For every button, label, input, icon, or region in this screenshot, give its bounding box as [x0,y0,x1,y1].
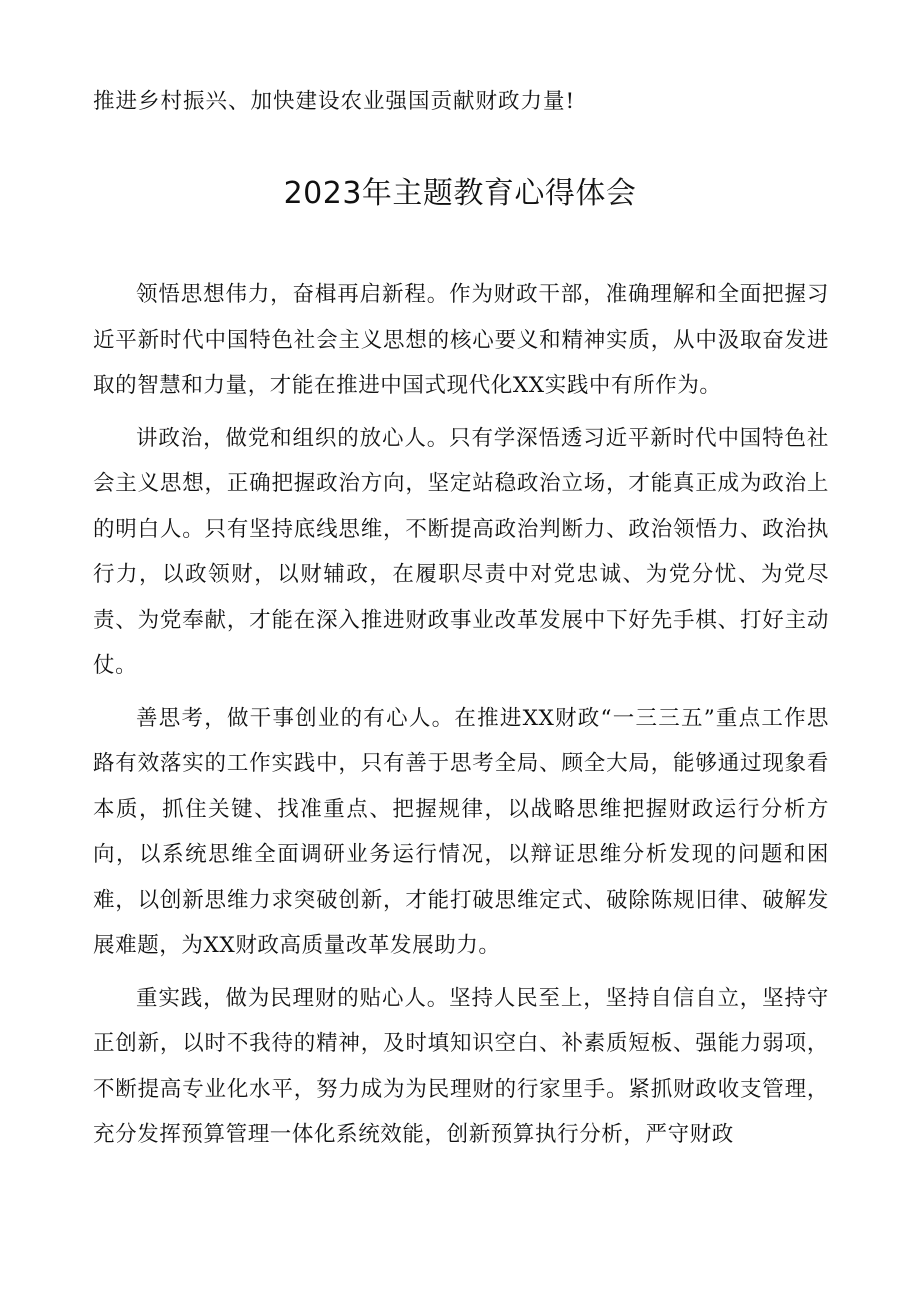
paragraph-politics: 讲政治，做党和组织的放心人。只有学深悟透习近平新时代中国特色社会主义思想，正确把握政治方向，坚定站稳政治立场，才能真正成为政治上的明白人。只有坚持底线思维，不断提高政治判断力、政治领悟力、政治执行力，以政领财，以财辅政，在履职尽责中对党忠诚、为党分忧、为党尽责、为党奉献，才能在深入推进财政事业改革发展中下好先手棋、打好主动仗。 [93,425,829,678]
paragraph-practice: 重实践，做为民理财的贴心人。坚持人民至上，坚持自信自立，坚持守正创新，以时不我待的精神，及时填知识空白、补素质短板、强能力弱项，不断提高专业化水平，努力成为为民理财的行家里手。紧抓财政收支管理，充分发挥预算管理一体化系统效能，创新预算执行分析，严守财政 [93,985,829,1147]
document-body [93,272,829,1165]
paragraph-thinking: 善思考，做干事创业的有心人。在推进XX财政“一三三五”重点工作思路有效落实的工作实践中，只有善于思考全局、顾全大局，能够通过现象看本质，抓住关键、找准重点、把握规律，以战略思维把握财政运行分析方向，以系统思维全面调研业务运行情况，以辩证思维分析发现的问题和困难，以创新思维力求突破创新，才能打破思维定式、破除陈规旧律、破解发展难题，为XX财政高质量改革发展助力。 [93,705,829,958]
document-title: 2023年主题教育心得体会 [283,176,637,211]
paragraph-intro: 领悟思想伟力，奋楫再启新程。作为财政干部，准确理解和全面把握习近平新时代中国特色社会主义思想的核心要义和精神实质，从中汲取奋发进取的智慧和力量，才能在推进中国式现代化XX实践中有所作为。 [93,282,829,398]
previous-page-closing-line: 推进乡村振兴、加快建设农业强国贡献财政力量! [93,89,576,114]
